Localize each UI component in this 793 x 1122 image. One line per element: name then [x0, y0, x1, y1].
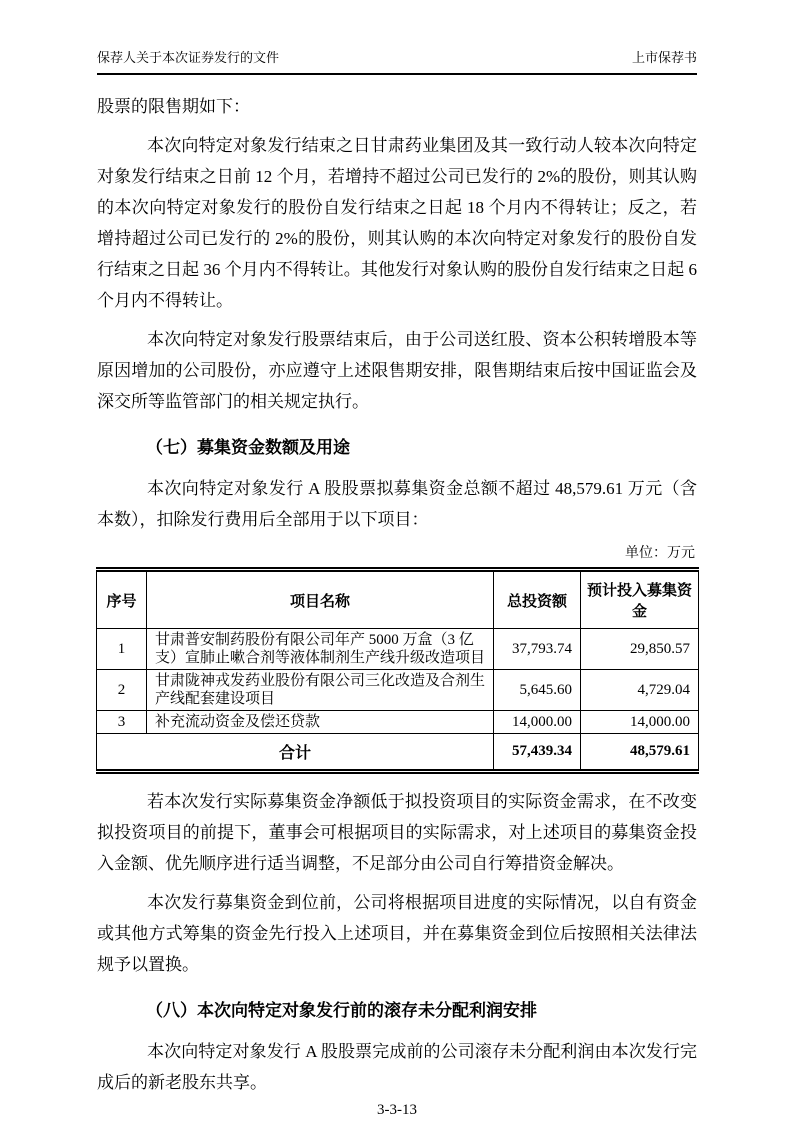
- section-heading-fund-amount-use: （七）募集资金数额及用途: [146, 438, 350, 457]
- header-right-title: 上市保荐书: [631, 50, 697, 65]
- table-total-row: [97, 734, 699, 772]
- table-header-row: [97, 570, 699, 629]
- column-header-seq: 序号: [97, 570, 147, 629]
- paragraph-raise-amount: 本次向特定对象发行 A 股股票拟募集资金总额不超过 48,579.61 万元（含本数），扣除发行费用后全部用于以下项目：: [97, 479, 697, 529]
- header-left-title: 保荐人关于本次证券发行的文件: [97, 50, 280, 65]
- paragraph-lockup-additional-shares: 本次向特定对象发行股票结束后，由于公司送红股、资本公积转增股本等原因增加的公司股份，亦应遵守上述限售期安排，限售期结束后按中国证监会及深交所等监管部门的相关规定执行。: [97, 330, 697, 411]
- table-unit-label: 单位：万元: [625, 546, 695, 561]
- column-header-planned-raised-funds: 预计投入募集资金: [581, 570, 699, 629]
- row3-seq: 3: [97, 711, 147, 734]
- row3-raised-funds: 14,000.00: [581, 711, 699, 734]
- paragraph-carryover-line: 股票的限售期如下：: [97, 97, 250, 116]
- section-heading-retained-profit: （八）本次向特定对象发行前的滚存未分配利润安排: [146, 1001, 537, 1020]
- column-header-total-investment: 总投资额: [494, 570, 581, 629]
- row2-seq: 2: [97, 670, 147, 711]
- paragraph-retained-profit-sharing: 本次向特定对象发行 A 股股票完成前的公司滚存未分配利润由本次发行完成后的新老股东共享。: [97, 1042, 697, 1092]
- row3-project-name: 补充流动资金及偿还贷款: [147, 711, 494, 734]
- row3-total-investment: 14,000.00: [494, 711, 581, 734]
- table-row: [97, 711, 699, 734]
- page-header: [97, 50, 697, 75]
- row1-seq: 1: [97, 629, 147, 670]
- row1-project-name: 甘肃普安制药股份有限公司年产 5000 万盒（3 亿支）宣肺止嗽合剂等液体制剂生产线升级改造项目: [147, 629, 494, 670]
- row2-project-name: 甘肃陇神戎发药业股份有限公司三化改造及合剂生产线配套建设项目: [147, 670, 494, 711]
- row2-total-investment: 5,645.60: [494, 670, 581, 711]
- paragraph-prefunding-replacement: 本次发行募集资金到位前，公司将根据项目进度的实际情况，以自有资金或其他方式筹集的资金先行投入上述项目，并在募集资金到位后按照相关法律法规予以置换。: [97, 893, 697, 974]
- paragraph-shortfall-arrangement: 若本次发行实际募集资金净额低于拟投资项目的实际资金需求，在不改变拟投资项目的前提下，董事会可根据项目的实际需求，对上述项目的募集资金投入金额、优先顺序进行适当调整，不足部分由公司自行筹措资金解决。: [97, 792, 697, 873]
- row2-raised-funds: 4,729.04: [581, 670, 699, 711]
- column-header-project-name: 项目名称: [147, 570, 494, 629]
- table-row: [97, 670, 699, 711]
- fund-use-table: [96, 567, 699, 774]
- row1-raised-funds: 29,850.57: [581, 629, 699, 670]
- total-investment-sum: 57,439.34: [494, 734, 581, 772]
- page-number: 3-3-13: [377, 1102, 417, 1118]
- total-label: 合计: [97, 734, 494, 772]
- paragraph-lockup-terms: 本次向特定对象发行结束之日甘肃药业集团及其一致行动人较本次向特定对象发行结束之日前 12 个月，若增持不超过公司已发行的 2%的股份，则其认购的本次向特定对象发行的股份自发行结束之日起 18 个月内不得转让；反之，若增持超过公司已发行的 2%的股份，则其认购的本次向特定对象发行的股份自发行结束之日起 36 个月内不得转让。其他发行对象认购的股份自发行结束之日起 6 个月内不得转让。: [97, 136, 697, 310]
- table-row: [97, 629, 699, 670]
- row1-total-investment: 37,793.74: [494, 629, 581, 670]
- total-raised-sum: 48,579.61: [581, 734, 699, 772]
